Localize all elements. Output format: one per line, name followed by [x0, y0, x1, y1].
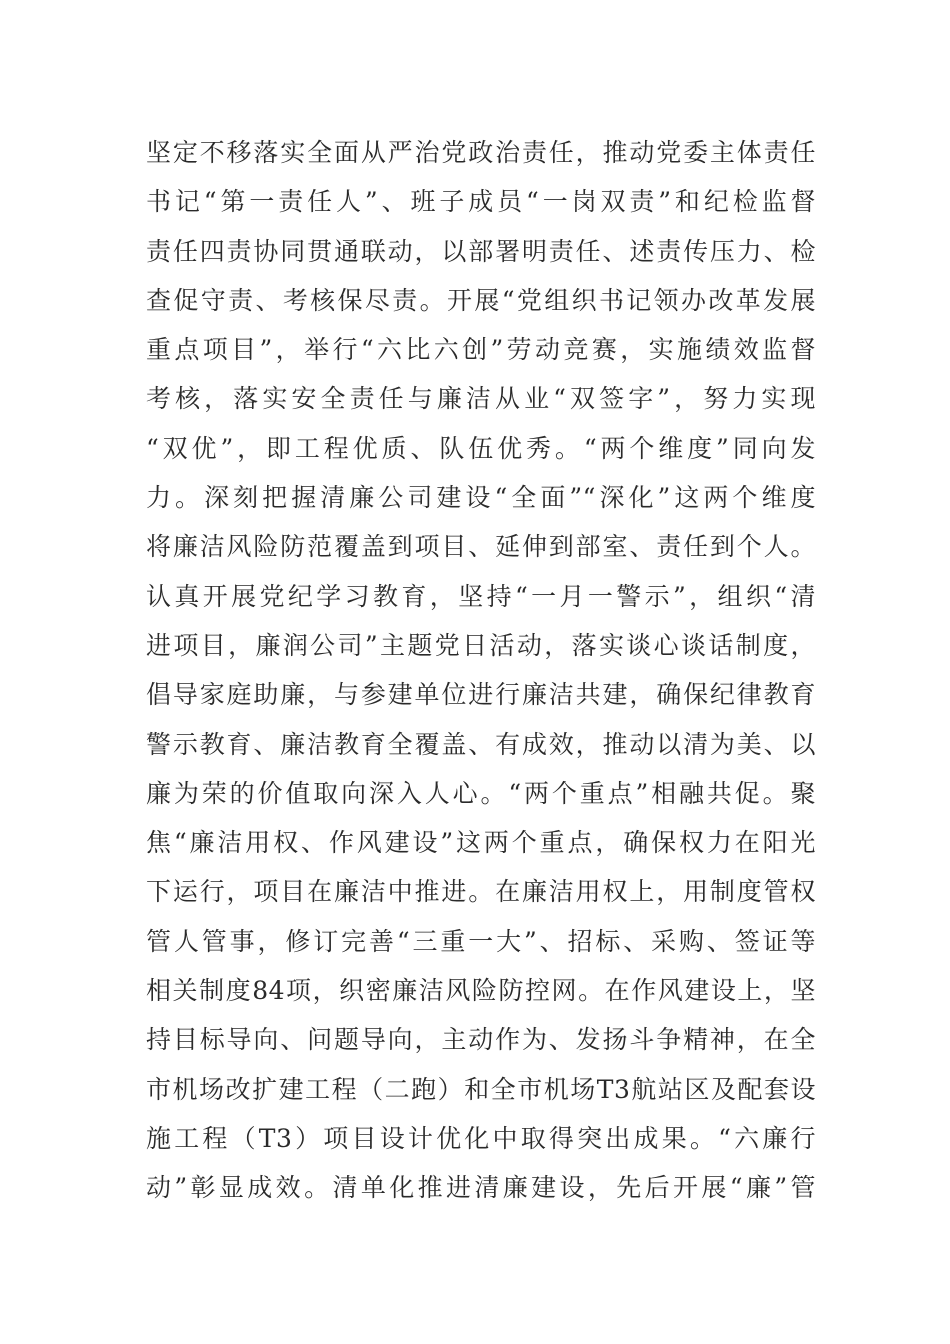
text-line: 下运行，项目在廉洁中推进。在廉洁用权上，用制度管权	[146, 877, 816, 907]
text-line: 廉为荣的价值取向深入人心。“两个重点”相融共促。聚	[146, 778, 816, 808]
text-line: 力。深刻把握清廉公司建设“全面”“深化”这两个维度	[146, 483, 816, 513]
body-paragraph	[146, 128, 816, 1213]
text-line: 持目标导向、问题导向，主动作为、发扬斗争精神，在全	[146, 1025, 816, 1055]
text-line: 坚定不移落实全面从严治党政治责任，推动党委主体责任	[146, 138, 816, 167]
text-line: 警示教育、廉洁教育全覆盖、有成效，推动以清为美、以	[146, 729, 816, 759]
text-line: 进项目，廉润公司”主题党日活动，落实谈心谈话制度，	[146, 630, 816, 660]
text-line: 查促守责、考核保尽责。开展“党组织书记领办改革发展	[146, 285, 816, 315]
text-line: 重点项目”，举行“六比六创”劳动竞赛，实施绩效监督	[146, 335, 816, 365]
text-line: 书记“第一责任人”、班子成员“一岗双责”和纪检监督	[146, 187, 816, 217]
text-line: 将廉洁风险防范覆盖到项目、延伸到部室、责任到个人。	[146, 532, 816, 562]
text-line: 倡导家庭助廉，与参建单位进行廉洁共建，确保纪律教育	[146, 680, 816, 710]
text-line: “双优”，即工程优质、队伍优秀。“两个维度”同向发	[146, 433, 816, 463]
text-line: 责任四责协同贯通联动，以部署明责任、述责传压力、检	[146, 236, 816, 266]
text-line: 相关制度84项，织密廉洁风险防控网。在作风建设上，坚	[146, 976, 816, 1006]
text-line: 考核，落实安全责任与廉洁从业“双签字”，努力实现	[146, 384, 816, 414]
text-line: 认真开展党纪学习教育，坚持“一月一警示”，组织“清	[146, 581, 816, 611]
text-line: 市机场改扩建工程（二跑）和全市机场T3航站区及配套设	[146, 1074, 816, 1104]
text-line: 动”彰显成效。清单化推进清廉建设，先后开展“廉”管	[146, 1173, 816, 1203]
text-line: 焦“廉洁用权、作风建设”这两个重点，确保权力在阳光	[146, 828, 816, 858]
text-line: 施工程（T3）项目设计优化中取得突出成果。“六廉行	[146, 1123, 816, 1153]
text-line: 管人管事，修订完善“三重一大”、招标、采购、签证等	[146, 926, 816, 956]
